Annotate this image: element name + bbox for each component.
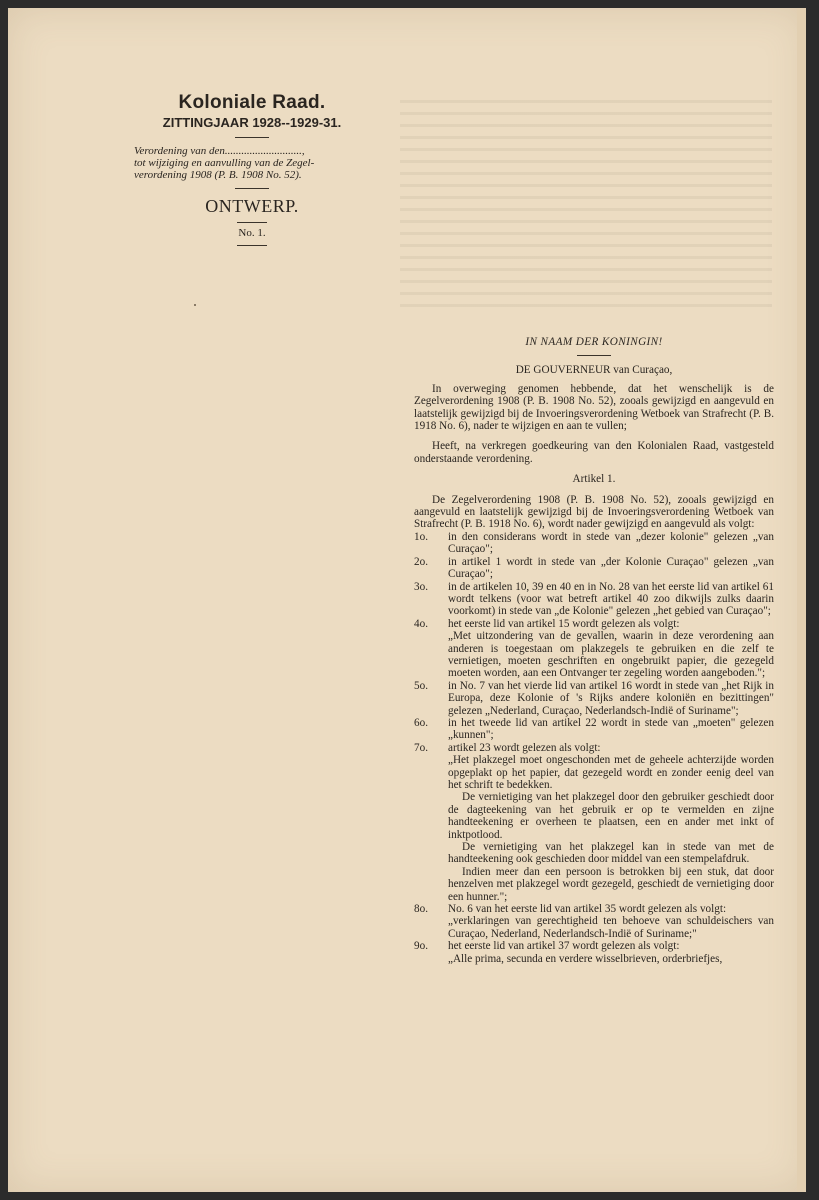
divider (235, 188, 269, 189)
divider (235, 137, 269, 138)
quoted-text: Indien meer dan een persoon is betrokken bij een stuk, dat door henzelven met plakzegel wordt gezegeld, geschiedt de vernietiging door een hunner."; (448, 865, 774, 903)
bleed-through-text (400, 100, 772, 310)
ordinance-subtitle: Verordening van den............................, tot wijziging en aanvulling van de Zegel- verordening 1908 (P. B. 1908 No. 52). (134, 145, 315, 181)
invocation: IN NAAM DER KONINGIN! (525, 336, 663, 348)
article-title: Artikel 1. (572, 473, 616, 486)
enactment-paragraph: Heeft, na verkregen goedkeuring van den Kolonialen Raad, vastgesteld onderstaande verordening. (414, 440, 774, 465)
list-item: 1o. in den considerans wordt in stede van „dezer kolonie" gelezen „van Curaçao"; (414, 530, 774, 556)
quoted-text: „verklaringen van gerechtigheid ten behoeve van schuldeischers van Curaçao, Nederland, Nederlandsch-Indië of Suriname;" (448, 915, 774, 940)
quoted-text: „Met uitzondering van de gevallen, waarin in deze verordening aan anderen is toegestaan om plakzegels te gebruiken en die zelf te vernietigen, moeten geschriften en ongebruikt papier, die gezegeld moeten worden, aan een Ontvanger ter zegeling worden aangeboden."; (448, 630, 774, 680)
list-item: 5o. in No. 7 van het vierde lid van artikel 16 wordt in stede van „het Rijk in Europa, deze Kolonie of 's Rijks andere koloniën en bezittingen" gelezen „Nederland, Curaçao, Nederlandsch-Indië of Suriname"; (414, 679, 774, 717)
header-block (126, 92, 378, 252)
page-edge (797, 8, 806, 1192)
quoted-text: De vernietiging van het plakzegel kan in stede van met de handteekening ook geschieden door middel van een stempelafdruk. (448, 841, 774, 866)
ordinance-body (414, 336, 774, 965)
list-item: 3o. in de artikelen 10, 39 en 40 en in No. 28 van het eerste lid van artikel 61 wordt telkens (voor wat betreft artikel 40 zoo dikwijls zulks daarin voorkomt) in stede van „de Kolonie" gelezen „het gebied van Curaçao"; (414, 580, 774, 618)
list-item: 6o. in het tweede lid van artikel 22 wordt in stede van „moeten" gelezen „kunnen"; (414, 716, 774, 742)
list-item: 4o. het eerste lid van artikel 15 wordt gelezen als volgt: (414, 617, 680, 630)
session-year: ZITTINGJAAR 1928--1929-31. (162, 115, 342, 130)
list-item: 2o. in artikel 1 wordt in stede van „der Kolonie Curaçao" gelezen „van Curaçao"; (414, 555, 774, 581)
draft-label: ONTWERP. (205, 196, 299, 216)
quoted-text: „Alle prima, secunda en verdere wisselbrieven, orderbriefjes, (448, 952, 723, 965)
divider (577, 355, 611, 356)
document-number: No. 1. (238, 227, 266, 239)
document-page (8, 8, 806, 1192)
governor-line: DE GOUVERNEUR van Curaçao, (515, 364, 673, 377)
considering-paragraph: In overweging genomen hebbende, dat het wenschelijk is de Zegelverordening 1908 (P. B. 1908 No. 52), zooals gewijzigd en aangevuld en laatstelijk gewijzigd bij de Invoeringsverordening Wetboek van Strafrecht (P. B. 1918 No. 6), nader te wijzigen en aan te vullen; (414, 382, 774, 433)
article-intro: De Zegelverordening 1908 (P. B. 1908 No. 52), zooals gewijzigd en aangevuld en laatstelijk gewijzigd bij de Invoeringsverordening Wetboek van Strafrecht (P. B. 1918 No. 6), wordt nader gewijzigd en aangevuld als volgt: (414, 493, 774, 531)
quoted-text: „Het plakzegel moet ongeschonden met de geheele achterzijde worden opgeplakt op het papier, dat gezegeld wordt en zonder eenig deel van het schrift te bedekken. (448, 754, 774, 791)
list-item: 9o. het eerste lid van artikel 37 wordt gelezen als volgt: (414, 940, 680, 953)
divider (237, 222, 267, 223)
paper-speck (194, 304, 196, 306)
council-title: Koloniale Raad. (178, 92, 326, 113)
list-item: 8o. No. 6 van het eerste lid van artikel 35 wordt gelezen als volgt: (414, 903, 727, 916)
quoted-text: De vernietiging van het plakzegel door den gebruiker geschiedt door de dagteekening van het gebruik er op te vermelden en zijne handteekening er overheen te plaatsen, een en ander met inkt of inktpotlood. (448, 791, 774, 841)
list-item: 7o. artikel 23 wordt gelezen als volgt: (414, 741, 601, 754)
divider (237, 245, 267, 246)
